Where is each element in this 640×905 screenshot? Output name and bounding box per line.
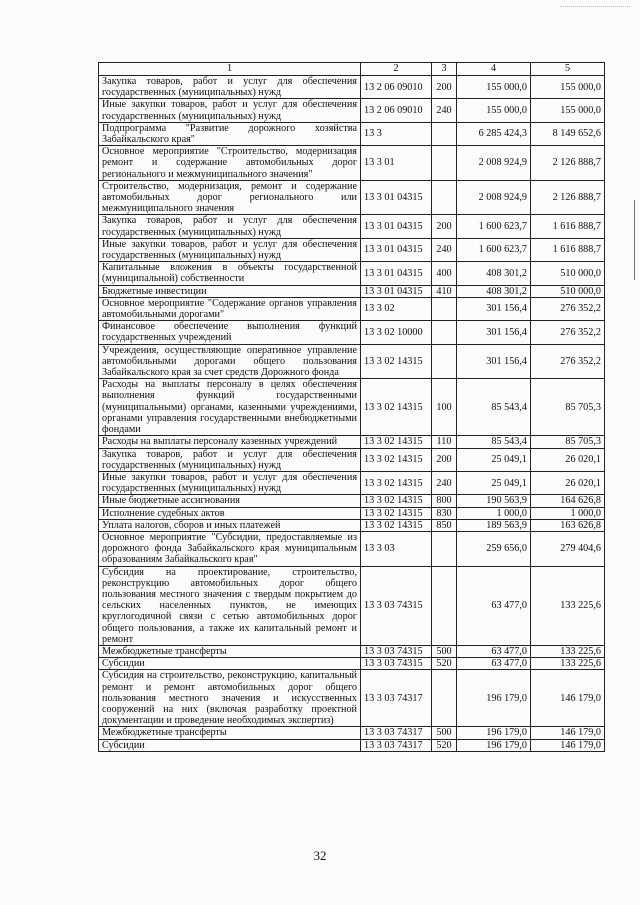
column-header-1: 1	[99, 63, 361, 76]
column-header-5: 5	[531, 63, 605, 76]
cell-target-code: 13 3 01 04315	[361, 285, 432, 297]
cell-expense-type	[432, 321, 457, 344]
cell-target-code: 13 3 01	[361, 146, 432, 181]
cell-amount-year-2: 133 225,6	[531, 658, 605, 670]
cell-amount-year-1: 25 049,1	[457, 471, 531, 494]
table-row	[99, 379, 605, 436]
cell-amount-year-2: 26 020,1	[531, 448, 605, 471]
cell-expense-name: Исполнение судебных актов	[99, 507, 361, 519]
scan-artifact-top	[560, 6, 630, 8]
cell-amount-year-1: 301 156,4	[457, 321, 531, 344]
table-row	[99, 519, 605, 531]
table-row	[99, 645, 605, 657]
cell-target-code: 13 3 01 04315	[361, 180, 432, 215]
cell-amount-year-2: 2 126 888,7	[531, 146, 605, 181]
cell-expense-name: Уплата налогов, сборов и иных платежей	[99, 519, 361, 531]
cell-amount-year-1: 196 179,0	[457, 739, 531, 751]
cell-amount-year-1: 85 543,4	[457, 436, 531, 448]
cell-expense-type	[432, 566, 457, 645]
table-row	[99, 238, 605, 261]
table-row	[99, 285, 605, 297]
cell-amount-year-2: 276 352,2	[531, 321, 605, 344]
cell-expense-type: 240	[432, 238, 457, 261]
cell-expense-type: 100	[432, 379, 457, 436]
cell-amount-year-1: 301 156,4	[457, 297, 531, 320]
cell-expense-name: Закупка товаров, работ и услуг для обеспечения государственных (муниципальных) нужд	[99, 215, 361, 238]
cell-expense-type: 520	[432, 658, 457, 670]
cell-amount-year-1: 63 477,0	[457, 566, 531, 645]
cell-expense-name: Строительство, модернизация, ремонт и содержание автомобильных дорог регионального или межмуниципального значения	[99, 180, 361, 215]
cell-expense-name: Субсидия на проектирование, строительство, реконструкцию автомобильных дорог общего пользования местного значения с твердым покрытием до сельских населенных пунктов, не имеющих круглогодичной связи с сетью автомобильных дорог общего пользования, а также их капитальный ремонт и ремонт	[99, 566, 361, 645]
cell-expense-type: 500	[432, 727, 457, 739]
cell-amount-year-1: 6 285 424,3	[457, 122, 531, 145]
cell-amount-year-2: 276 352,2	[531, 297, 605, 320]
cell-expense-name: Субсидии	[99, 739, 361, 751]
table-body	[99, 76, 605, 752]
cell-expense-type: 830	[432, 507, 457, 519]
cell-amount-year-2: 1 616 888,7	[531, 238, 605, 261]
cell-expense-name: Иные закупки товаров, работ и услуг для обеспечения государственных (муниципальных) нужд	[99, 238, 361, 261]
cell-expense-type: 200	[432, 215, 457, 238]
cell-amount-year-2: 510 000,0	[531, 285, 605, 297]
cell-amount-year-1: 301 156,4	[457, 344, 531, 379]
cell-target-code: 13 3 02 10000	[361, 321, 432, 344]
cell-target-code: 13 3 02 14315	[361, 448, 432, 471]
cell-expense-type	[432, 180, 457, 215]
cell-target-code: 13 3 03 74315	[361, 658, 432, 670]
table-row	[99, 670, 605, 727]
cell-amount-year-2: 8 149 652,6	[531, 122, 605, 145]
cell-amount-year-2: 155 000,0	[531, 76, 605, 99]
cell-target-code: 13 3 03 74317	[361, 670, 432, 727]
cell-amount-year-2: 85 705,3	[531, 436, 605, 448]
cell-expense-type: 850	[432, 519, 457, 531]
cell-amount-year-1: 408 301,2	[457, 285, 531, 297]
cell-target-code: 13 3 01 04315	[361, 262, 432, 285]
cell-expense-name: Капитальные вложения в объекты государственной (муниципальной) собственности	[99, 262, 361, 285]
cell-expense-name: Подпрограмма "Развитие дорожного хозяйства Забайкальского края"	[99, 122, 361, 145]
cell-amount-year-1: 190 563,9	[457, 495, 531, 507]
cell-expense-type: 410	[432, 285, 457, 297]
cell-expense-name: Закупка товаров, работ и услуг для обеспечения государственных (муниципальных) нужд	[99, 76, 361, 99]
table-row	[99, 658, 605, 670]
cell-amount-year-1: 189 563,9	[457, 519, 531, 531]
cell-target-code: 13 2 06 09010	[361, 99, 432, 122]
cell-amount-year-2: 26 020,1	[531, 471, 605, 494]
table-row	[99, 99, 605, 122]
table-row	[99, 471, 605, 494]
cell-expense-type	[432, 670, 457, 727]
cell-expense-name: Финансовое обеспечение выполнения функций государственных учреждений	[99, 321, 361, 344]
table-row	[99, 531, 605, 566]
cell-expense-name: Основное мероприятие "Субсидии, предоставляемые из дорожного фонда Забайкальского края муниципальным образованиям Забайкальского края"	[99, 531, 361, 566]
cell-target-code: 13 3 01 04315	[361, 215, 432, 238]
cell-expense-type: 520	[432, 739, 457, 751]
cell-amount-year-1: 85 543,4	[457, 379, 531, 436]
cell-amount-year-1: 155 000,0	[457, 99, 531, 122]
cell-target-code: 13 3 02 14315	[361, 471, 432, 494]
cell-expense-name: Иные закупки товаров, работ и услуг для обеспечения государственных (муниципальных) нужд	[99, 99, 361, 122]
cell-target-code: 13 3 02 14315	[361, 344, 432, 379]
cell-target-code: 13 3 03 74317	[361, 739, 432, 751]
table-header-row	[99, 63, 605, 76]
cell-expense-name: Основное мероприятие "Строительство, модернизация ремонт и содержание автомобильных дорог регионального и межмуниципального значения"	[99, 146, 361, 181]
column-header-3: 3	[432, 63, 457, 76]
table-row	[99, 448, 605, 471]
cell-expense-type: 200	[432, 76, 457, 99]
table-row	[99, 321, 605, 344]
table-row	[99, 495, 605, 507]
cell-target-code: 13 3 02 14315	[361, 507, 432, 519]
column-header-4: 4	[457, 63, 531, 76]
cell-amount-year-1: 259 656,0	[457, 531, 531, 566]
cell-amount-year-2: 146 179,0	[531, 727, 605, 739]
cell-amount-year-2: 85 705,3	[531, 379, 605, 436]
cell-expense-type: 240	[432, 471, 457, 494]
cell-expense-name: Иные закупки товаров, работ и услуг для обеспечения государственных (муниципальных) нужд	[99, 471, 361, 494]
cell-expense-type	[432, 146, 457, 181]
cell-target-code: 13 3 02 14315	[361, 495, 432, 507]
cell-amount-year-2: 1 616 888,7	[531, 215, 605, 238]
cell-amount-year-1: 2 008 924,9	[457, 180, 531, 215]
table-row	[99, 215, 605, 238]
cell-target-code: 13 3 02 14315	[361, 436, 432, 448]
cell-amount-year-1: 408 301,2	[457, 262, 531, 285]
cell-target-code: 13 2 06 09010	[361, 76, 432, 99]
cell-expense-type: 800	[432, 495, 457, 507]
cell-target-code: 13 3 03 74315	[361, 645, 432, 657]
cell-amount-year-2: 2 126 888,7	[531, 180, 605, 215]
cell-amount-year-1: 63 477,0	[457, 658, 531, 670]
cell-amount-year-1: 196 179,0	[457, 670, 531, 727]
cell-target-code: 13 3	[361, 122, 432, 145]
cell-amount-year-2: 1 000,0	[531, 507, 605, 519]
table-row	[99, 180, 605, 215]
cell-expense-name: Субсидия на строительство, реконструкцию, капитальный ремонт и ремонт автомобильных дорог общего пользования местного значения и искусственных сооружений на них (включая разработку проектной документации и проведение необходимых экспертиз)	[99, 670, 361, 727]
cell-expense-type	[432, 297, 457, 320]
table-row	[99, 739, 605, 751]
cell-amount-year-2: 146 179,0	[531, 670, 605, 727]
cell-expense-type	[432, 122, 457, 145]
cell-expense-name: Закупка товаров, работ и услуг для обеспечения государственных (муниципальных) нужд	[99, 448, 361, 471]
cell-amount-year-1: 25 049,1	[457, 448, 531, 471]
cell-amount-year-2: 133 225,6	[531, 566, 605, 645]
cell-expense-type: 240	[432, 99, 457, 122]
cell-amount-year-2: 155 000,0	[531, 99, 605, 122]
cell-amount-year-2: 276 352,2	[531, 344, 605, 379]
page-number: 32	[313, 848, 327, 863]
column-header-2: 2	[361, 63, 432, 76]
cell-expense-name: Учреждения, осуществляющие оперативное управление автомобильными дорогами общего пользования Забайкальского края за счет средств Дорожного фонда	[99, 344, 361, 379]
cell-target-code: 13 3 03	[361, 531, 432, 566]
cell-expense-name: Субсидии	[99, 658, 361, 670]
cell-amount-year-1: 1 600 623,7	[457, 215, 531, 238]
cell-amount-year-1: 1 000,0	[457, 507, 531, 519]
cell-amount-year-2: 164 626,8	[531, 495, 605, 507]
cell-expense-type: 500	[432, 645, 457, 657]
cell-amount-year-1: 2 008 924,9	[457, 146, 531, 181]
cell-expense-name: Основное мероприятие "Содержание органов управления автомобильными дорогами"	[99, 297, 361, 320]
table-row	[99, 297, 605, 320]
table-row	[99, 76, 605, 99]
cell-amount-year-1: 196 179,0	[457, 727, 531, 739]
cell-expense-type: 110	[432, 436, 457, 448]
cell-expense-type: 200	[432, 448, 457, 471]
scan-artifact-side	[634, 200, 635, 280]
table-row	[99, 344, 605, 379]
table-row	[99, 122, 605, 145]
cell-target-code: 13 3 03 74315	[361, 566, 432, 645]
table-row	[99, 146, 605, 181]
cell-target-code: 13 3 02	[361, 297, 432, 320]
cell-target-code: 13 3 02 14315	[361, 379, 432, 436]
cell-target-code: 13 3 02 14315	[361, 519, 432, 531]
cell-expense-name: Расходы на выплаты персоналу в целях обеспечения выполнения функций государственными (муниципальными) органами, казенными учреждениями, органами управления государственными внебюджетными фондами	[99, 379, 361, 436]
cell-expense-type	[432, 531, 457, 566]
cell-expense-name: Иные бюджетные ассигнования	[99, 495, 361, 507]
cell-expense-name: Расходы на выплаты персоналу казенных учреждений	[99, 436, 361, 448]
table-row	[99, 436, 605, 448]
cell-expense-type	[432, 344, 457, 379]
cell-expense-name: Бюджетные инвестиции	[99, 285, 361, 297]
cell-amount-year-2: 279 404,6	[531, 531, 605, 566]
table-row	[99, 507, 605, 519]
budget-table	[98, 62, 605, 752]
cell-target-code: 13 3 01 04315	[361, 238, 432, 261]
table-row	[99, 566, 605, 645]
cell-expense-name: Межбюджетные трансферты	[99, 645, 361, 657]
cell-amount-year-1: 63 477,0	[457, 645, 531, 657]
cell-expense-name: Межбюджетные трансферты	[99, 727, 361, 739]
cell-target-code: 13 3 03 74317	[361, 727, 432, 739]
cell-amount-year-1: 1 600 623,7	[457, 238, 531, 261]
table-row	[99, 727, 605, 739]
cell-amount-year-1: 155 000,0	[457, 76, 531, 99]
cell-amount-year-2: 163 626,8	[531, 519, 605, 531]
cell-expense-type: 400	[432, 262, 457, 285]
cell-amount-year-2: 146 179,0	[531, 739, 605, 751]
cell-amount-year-2: 133 225,6	[531, 645, 605, 657]
table-row	[99, 262, 605, 285]
cell-amount-year-2: 510 000,0	[531, 262, 605, 285]
